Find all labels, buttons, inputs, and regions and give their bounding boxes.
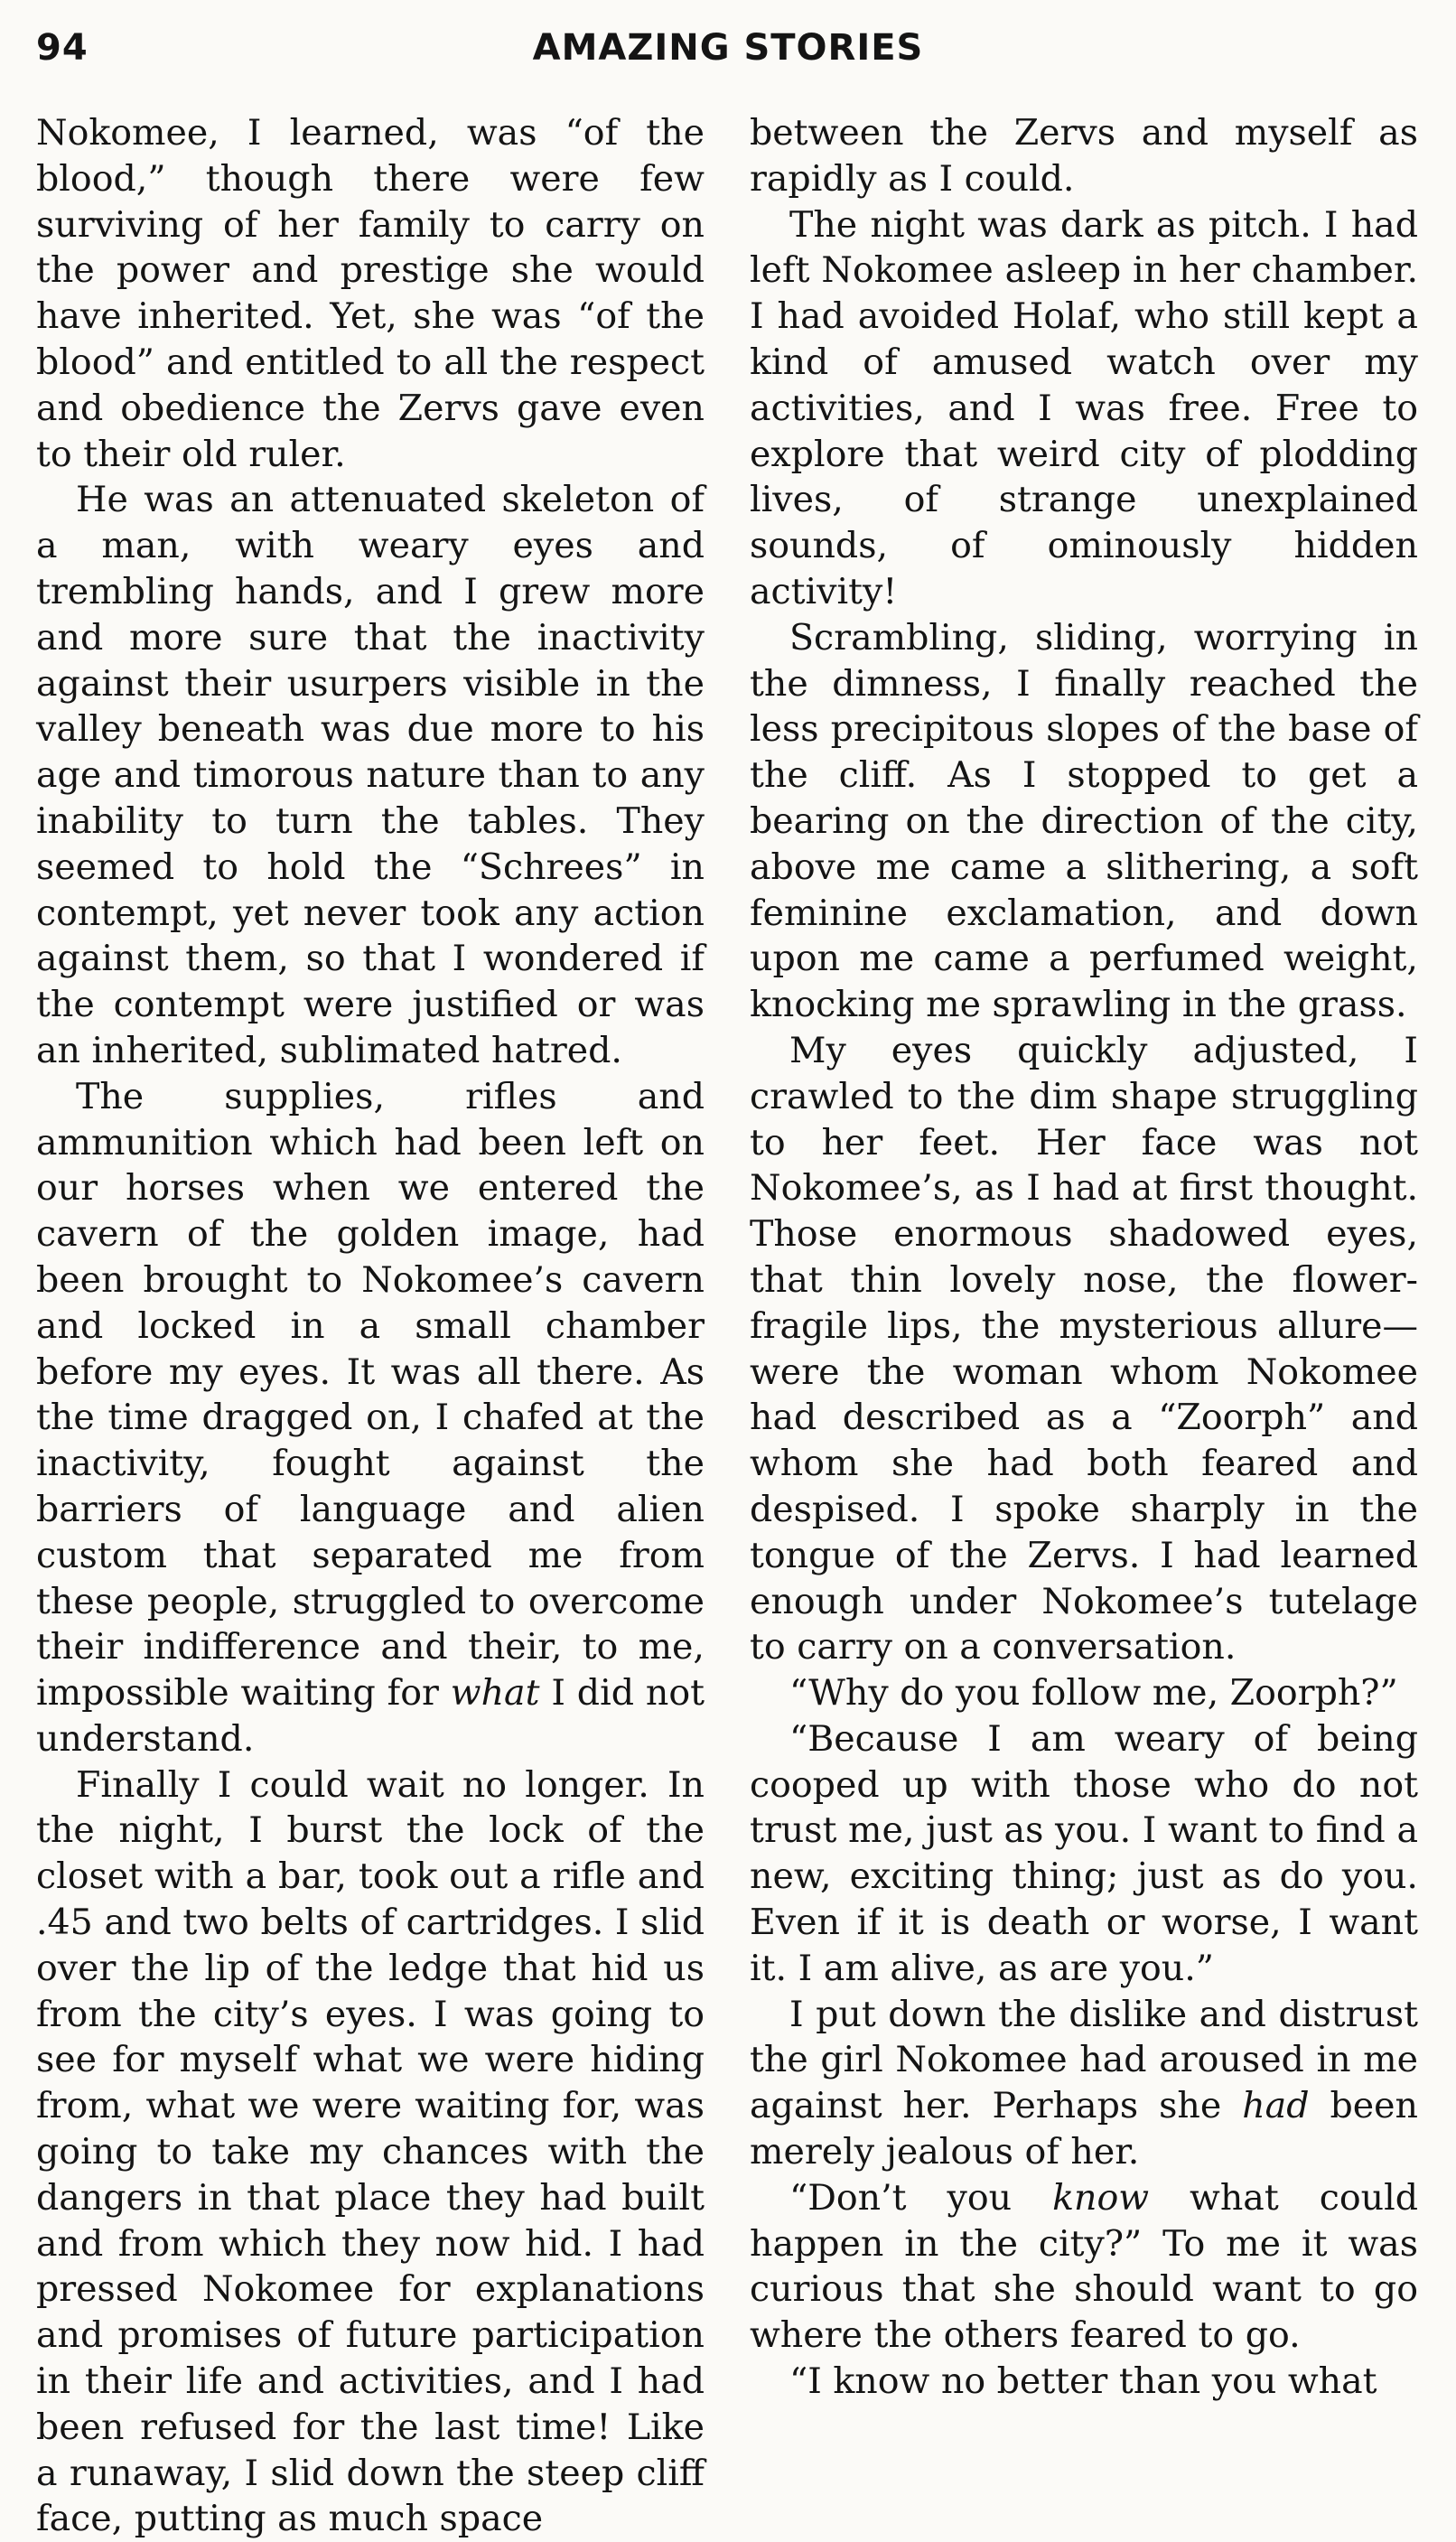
running-header [36, 20, 1420, 83]
paragraph-text: “I know no better than you what [789, 2360, 1377, 2403]
paragraph-text: I put down the dislike and distrust the girl Nokomee had aroused in me against her. Perhaps she [750, 1993, 1418, 2127]
paragraph [750, 1670, 1418, 1716]
right-column [750, 110, 1418, 2405]
paragraph [750, 202, 1418, 615]
paragraph [36, 477, 705, 1073]
paragraph [750, 1992, 1418, 2175]
paragraph-text: Nokomee, I learned, was “of the blood,” though there were few surviving of her family to carry on the power and prestige she would have inherited. Yet, she was “of the blood” and entitled to all the respect and obedience the Zervs gave even to their old ruler. [36, 112, 705, 475]
paragraph [36, 1762, 705, 2542]
paragraph-text: been merely jealous of her. [750, 2085, 1418, 2173]
page-number: 94 [36, 27, 89, 69]
paragraph-text: “Don’t you [789, 2176, 1053, 2219]
italic-text: had [1242, 2085, 1310, 2127]
paragraph-text: I did not understand. [36, 1672, 705, 1760]
magazine-title: AMAZING STORIES [532, 27, 924, 69]
paragraph-text: He was an attenuated skeleton of a man, with weary eyes and trembling hands, and I grew more and more sure that the inactivity against their usurpers visible in the valley beneath was due more to his age and timorous nature than to any inability to turn the tables. They seemed to hold the “Schrees” in contempt, yet never took any action against them, so that I wondered if the contempt were justified or was an inherited, sublimated hatred. [36, 479, 705, 1071]
paragraph [750, 2359, 1418, 2405]
paragraph [750, 2175, 1418, 2359]
paragraph-text: “Why do you follow me, Zoorph?” [789, 1672, 1398, 1715]
italic-text: know [1052, 2176, 1150, 2219]
paragraph [36, 110, 705, 477]
paragraph-text: “Because I am weary of being cooped up with those who do not trust me, just as you. I want to find a new, exciting thing; just as do you. Even if it is death or worse, I want it. I am alive, as are you.” [750, 1717, 1418, 1989]
paragraph-text: The supplies, rifles and ammunition which had been left on our horses when we entered the cavern of the golden image, had been brought to Nokomee’s cavern and locked in a small chamber before my eyes. It was all there. As the time dragged on, I chafed at the inactivity, fought against the barriers of language and alien custom that separated me from these people, struggled to overcome their indifference and their, to me, impossible waiting for [36, 1075, 705, 1715]
paragraph-text: Scrambling, sliding, worrying in the dimness, I finally reached the less precipitous slopes of the base of the cliff. As I stopped to get a bearing on the direction of the city, above me came a slithering, a soft feminine exclamation, and down upon me came a perfumed weight, knocking me sprawling in the grass. [750, 616, 1418, 1026]
left-column [36, 110, 705, 2542]
paragraph [750, 615, 1418, 1028]
paragraph [750, 1716, 1418, 1992]
paragraph-text: between the Zervs and myself as rapidly as I could. [750, 112, 1418, 200]
paragraph-text: The night was dark as pitch. I had left Nokomee asleep in her chamber. I had avoided Holaf, who still kept a kind of amused watch over my activities, and I was free. Free to explore that weird city of plodding lives, of strange unexplained sounds, of ominously hidden activity! [750, 203, 1418, 612]
paragraph [750, 110, 1418, 202]
italic-text: what [450, 1672, 540, 1715]
paragraph [36, 1074, 705, 1762]
paragraph-text: what could happen in the city?” To me it was curious that she should want to go where the others feared to go. [750, 2176, 1418, 2357]
paragraph-text: Finally I could wait no longer. In the night, I burst the lock of the closet with a bar, took out a rifle and .45 and two belts of cartridges. I slid over the lip of the ledge that hid us from the city’s eyes. I was going to see for myself what we were hiding from, what we were waiting for, was going to take my chances with the dangers in that place they had built and from which they now hid. I had pressed Nokomee for explanations and promises of future participation in their life and activities, and I had been refused for the last time! Like a runaway, I slid down the steep cliff face, putting as much space [36, 1763, 705, 2540]
paragraph [750, 1028, 1418, 1670]
paragraph-text: My eyes quickly adjusted, I crawled to the dim shape struggling to her feet. Her face was not Nokomee’s, as I had at first thought. Those enormous shadowed eyes, that thin lovely nose, the flower-fragile lips, the mysterious allure—were the woman whom Nokomee had described as a “Zoorph” and whom she had both feared and despised. I spoke sharply in the tongue of the Zervs. I had learned enough under Nokomee’s tutelage to carry on a conversation. [750, 1029, 1418, 1668]
